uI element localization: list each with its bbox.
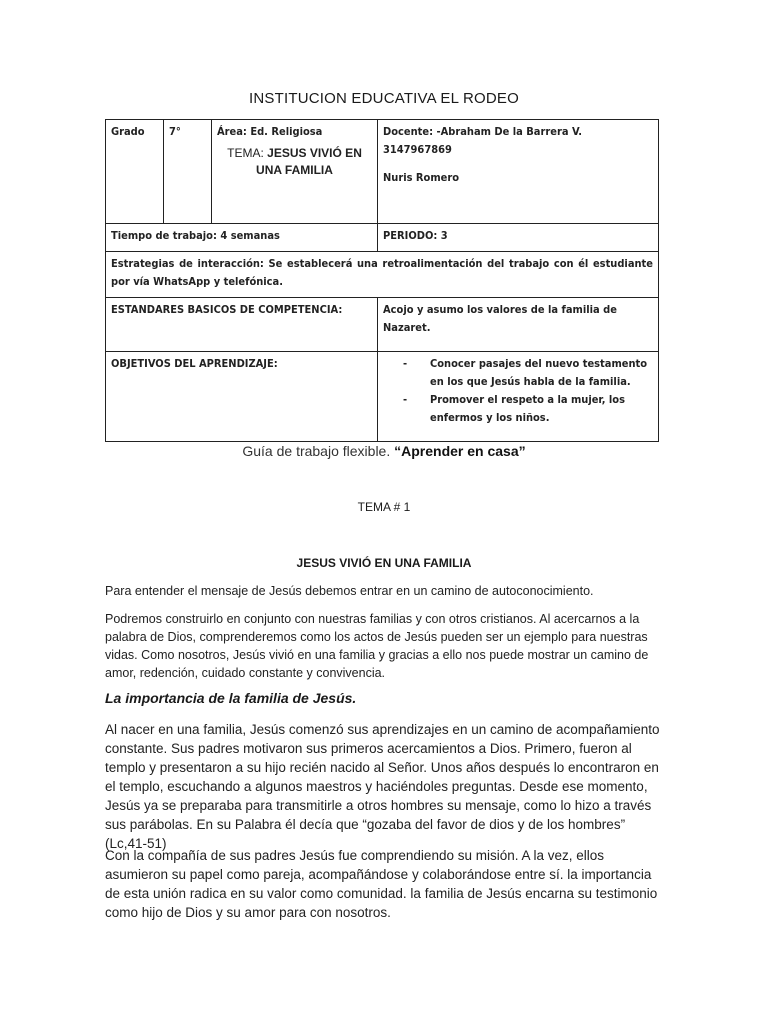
section-heading: JESUS VIVIÓ EN UNA FAMILIA	[296, 556, 472, 570]
grado-value: 7°	[164, 120, 212, 224]
objetivos-list	[383, 355, 653, 427]
institution-title: INSTITUCION EDUCATIVA EL RODEO	[249, 90, 519, 107]
periodo-cell: PERIODO: 3	[378, 224, 659, 252]
paragraph-intro: Para entender el mensaje de Jesús debemos entrar en un camino de autoconocimiento.	[105, 584, 594, 598]
dash-bullet: -	[403, 357, 408, 370]
estrategias-cell: Estrategias de interacción: Se establecerá una retroalimentación del trabajo con él estudiante por vía WhatsApp y telefónica.	[106, 252, 659, 298]
area-cell	[212, 120, 378, 224]
estandares-value: Acojo y asumo los valores de la familia de Nazaret.	[378, 298, 659, 352]
tema-block	[217, 145, 372, 179]
docente-phone: 3147967869	[383, 143, 452, 156]
objetivo-item	[383, 355, 653, 391]
info-table	[105, 119, 659, 442]
tema-title: JESUS VIVIÓ EN UNA FAMILIA	[256, 146, 362, 177]
objetivos-cell	[378, 352, 659, 442]
paragraph-construct: Podremos construirlo en conjunto con nuestras familias y con otros cristianos. Al acercarnos a la palabra de Dios, comprenderemos como los actos de Jesús pueden ser un ejemplo para nuestras vidas. Como nosotros, Jesús vivió en una familia y gracias a ello nos puede mostrar un camino de amor, redención, cuidado constante y convivencia.	[105, 612, 649, 680]
guide-subtitle	[0, 443, 768, 459]
objetivo-item	[383, 391, 653, 427]
guide-prefix: Guía de trabajo flexible.	[242, 443, 391, 459]
tema-number: TEMA # 1	[357, 500, 411, 514]
paragraph-mission: Con la compañía de sus padres Jesús fue comprendiendo su misión. A la vez, ellos asumieron su papel como pareja, acompañándose y colaborándose entre sí. la importancia de esta unión radica en su valor como comunidad. la familia de Jesús encarna su testimonio como hijo de Dios y su amor para con nosotros.	[105, 848, 658, 920]
grado-label: Grado	[106, 120, 164, 224]
objetivos-label: OBJETIVOS DEL APRENDIZAJE:	[106, 352, 378, 442]
objetivo-text: Promover el respeto a la mujer, los enfermos y los niños.	[430, 393, 625, 424]
docente-cell	[378, 120, 659, 224]
objetivo-text: Conocer pasajes del nuevo testamento en los que Jesús habla de la familia.	[430, 357, 648, 388]
tiempo-cell: Tiempo de trabajo: 4 semanas	[106, 224, 378, 252]
area-label: Área: Ed. Religiosa	[217, 125, 323, 138]
docente-2: Nuris Romero	[383, 171, 460, 184]
subsection-title: La importancia de la familia de Jesús.	[105, 690, 357, 706]
dash-bullet: -	[403, 393, 408, 406]
estandares-label: ESTANDARES BASICOS DE COMPETENCIA:	[106, 298, 378, 352]
guide-emphasis: “Aprender en casa”	[394, 443, 526, 459]
docente-name: Docente: -Abraham De la Barrera V.	[383, 125, 582, 138]
paragraph-importance: Al nacer en una familia, Jesús comenzó sus aprendizajes en un camino de acompañamiento constante. Sus padres motivaron sus primeros acercamientos a Dios. Primero, fueron al templo y presentaron a su hijo recién nacido al Señor. Unos años después lo encontraron en el templo, escuchando a algunos maestros y haciéndoles preguntas. Desde ese momento, Jesús ya se preparaba para transmitirle a otros hombres su mensaje, como lo hizo a través sus parábolas. En su Palabra él decía que “gozaba del favor de dios y de los hombres” (Lc,41-51)	[105, 722, 660, 851]
tema-prefix: TEMA:	[227, 146, 264, 160]
